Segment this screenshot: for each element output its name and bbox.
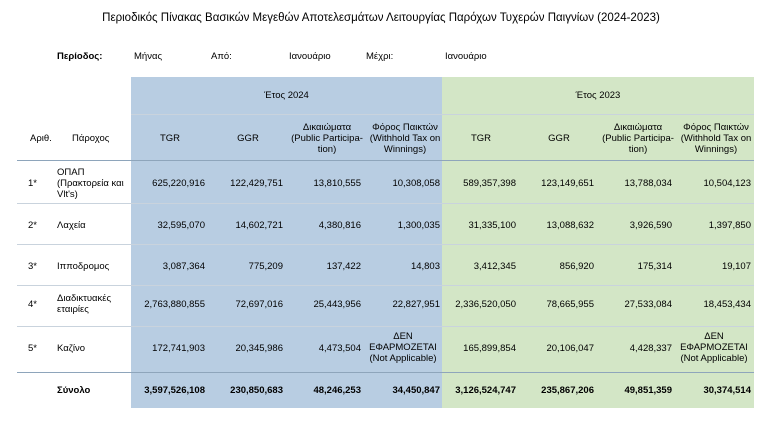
tgr-2023-cell: 3,412,345: [473, 261, 516, 272]
tgr-2024-header: TGR: [159, 133, 181, 144]
tgr-2023-cell: 31,335,100: [468, 220, 516, 231]
ggr-2024-header: GGR: [237, 133, 259, 144]
tax-2023-cell: 10,504,123: [703, 178, 751, 189]
ggr-2024-cell: 20,345,986: [235, 343, 283, 354]
rights-2024-header-line: Δικαιώματα: [302, 122, 352, 133]
tax-2023-header: [677, 122, 755, 155]
tax-2024-header-line: Φόρος Παικτών: [372, 122, 438, 133]
not-applicable-line: ΔΕΝ: [393, 331, 413, 342]
rights-2023-cell: 13,788,034: [624, 178, 672, 189]
rights-2023-cell: 3,926,590: [629, 220, 672, 231]
tgr-2024-cell: 32,595,070: [157, 220, 205, 231]
tax-2024-cell: 1,300,035: [397, 220, 440, 231]
rights-2023-header: [598, 122, 678, 155]
tax-2023-cell: 18,453,434: [703, 299, 751, 310]
row-num: 3*: [28, 261, 37, 272]
tax-2024-header: [366, 122, 444, 155]
row-divider: [17, 244, 754, 245]
tax-2023-header-line: Φόρος Παικτών: [683, 122, 749, 133]
row-provider-line: ΟΠΑΠ: [57, 167, 85, 178]
to-label: Μέχρι:: [366, 51, 394, 62]
rights-2023-cell: 175,314: [637, 261, 672, 272]
tgr-2023-cell: 589,357,398: [463, 178, 516, 189]
total-rights-2023: 49,851,359: [624, 385, 672, 396]
rights-2023-header-line: tion): [628, 144, 648, 155]
ggr-2023-cell: 78,665,955: [546, 299, 594, 310]
tgr-2024-cell: 172,741,903: [152, 343, 205, 354]
row-provider-line: Διαδικτυακές: [57, 293, 112, 304]
rights-2024-cell: 13,810,555: [313, 178, 361, 189]
report-title: Περιοδικός Πίνακας Βασικών Μεγεθών Αποτελεσμάτων Λειτουργίας Παρόχων Τυχερών Παιγνίων (2024-2023): [102, 12, 660, 24]
rights-2024-header: [287, 122, 367, 155]
rights-2023-cell: 4,428,337: [629, 343, 672, 354]
rights-2024-cell: 4,473,504: [318, 343, 361, 354]
tax-2023-cell: 1,397,850: [708, 220, 751, 231]
rights-2023-header-line: Δικαιώματα: [613, 122, 663, 133]
total-tgr-2023: 3,126,524,747: [455, 385, 516, 396]
ggr-2024-cell: 775,209: [248, 261, 283, 272]
row-provider: Λαχεία: [57, 220, 86, 231]
tax-2024-not-applicable: [359, 331, 447, 364]
row-provider: [57, 167, 124, 200]
total-ggr-2024: 230,850,683: [230, 385, 283, 396]
tgr-2023-cell: 165,899,854: [463, 343, 516, 354]
rights-2023-cell: 27,533,084: [624, 299, 672, 310]
row-num: 5*: [28, 343, 37, 354]
from-value: Ιανουάριο: [289, 51, 331, 62]
row-provider-line: εταιρίες: [57, 304, 89, 315]
provider-header: Πάροχος: [72, 133, 110, 144]
ggr-2023-cell: 123,149,651: [541, 178, 594, 189]
total-label: Σύνολο: [57, 385, 91, 396]
ggr-2023-cell: 13,088,632: [546, 220, 594, 231]
tax-2024-cell: 14,803: [410, 261, 440, 272]
rights-2023-header-line: (Public Participa-: [602, 133, 674, 144]
tax-2023-cell: 19,107: [721, 261, 751, 272]
ggr-2023-cell: 856,920: [559, 261, 594, 272]
row-provider: Ιπποδρομος: [57, 261, 110, 272]
total-tgr-2024: 3,597,526,108: [144, 385, 205, 396]
tgr-2023-header: TGR: [470, 133, 492, 144]
header-divider: [131, 114, 754, 115]
year-2024-header: Έτος 2024: [264, 90, 309, 101]
row-num: 1*: [28, 178, 37, 189]
row-provider: [57, 293, 111, 315]
total-rights-2024: 48,246,253: [313, 385, 361, 396]
ggr-2024-cell: 72,697,016: [235, 299, 283, 310]
not-applicable-line: ΕΦΑΡΜΟΖΕΤΑΙ: [369, 342, 437, 353]
row-num: 2*: [28, 220, 37, 231]
ggr-2024-cell: 122,429,751: [230, 178, 283, 189]
total-ggr-2023: 235,867,206: [541, 385, 594, 396]
row-divider: [17, 285, 754, 286]
tax-2024-cell: 22,827,951: [392, 299, 440, 310]
period-label: Περίοδος:: [57, 51, 103, 62]
ggr-2023-cell: 20,106,047: [546, 343, 594, 354]
tax-2023-header-line: (Withhold Tax on: [680, 133, 752, 144]
tgr-2024-cell: 3,087,364: [162, 261, 205, 272]
header-bottom-line: [17, 160, 754, 161]
num-header: Αριθ.: [30, 133, 52, 144]
rights-2024-cell: 4,380,816: [318, 220, 361, 231]
ggr-2023-header: GGR: [548, 133, 570, 144]
row-provider-line: Vlt's): [57, 189, 78, 200]
row-provider: Καζίνο: [57, 343, 86, 354]
tgr-2024-cell: 2,763,880,855: [144, 299, 205, 310]
total-tax-2024: 34,450,847: [392, 385, 440, 396]
not-applicable-line: (Not Applicable): [369, 353, 437, 364]
not-applicable-line: (Not Applicable): [680, 353, 748, 364]
row-divider: [17, 203, 754, 204]
row-num: 4*: [28, 299, 37, 310]
from-label: Από:: [211, 51, 232, 62]
ggr-2024-cell: 14,602,721: [235, 220, 283, 231]
rights-2024-cell: 25,443,956: [313, 299, 361, 310]
tgr-2023-cell: 2,336,520,050: [455, 299, 516, 310]
rights-2024-header-line: tion): [317, 144, 337, 155]
total-tax-2023: 30,374,514: [703, 385, 751, 396]
tax-2024-header-line: Winnings): [383, 144, 427, 155]
row-divider: [17, 326, 754, 327]
tgr-2024-cell: 625,220,916: [152, 178, 205, 189]
total-divider: [17, 372, 754, 373]
rights-2024-header-line: (Public Participa-: [291, 133, 363, 144]
row-provider-line: (Πρακτορεία και: [57, 178, 124, 189]
tax-2023-header-line: Winnings): [694, 144, 738, 155]
tax-2024-cell: 10,308,058: [392, 178, 440, 189]
rights-2024-cell: 137,422: [326, 261, 361, 272]
tax-2024-header-line: (Withhold Tax on: [369, 133, 441, 144]
to-value: Ιανουάριο: [445, 51, 487, 62]
not-applicable-line: ΕΦΑΡΜΟΖΕΤΑΙ: [680, 342, 748, 353]
year-2023-header: Έτος 2023: [575, 90, 621, 101]
period-value: Μήνας: [134, 51, 163, 62]
tax-2023-not-applicable: [670, 331, 758, 364]
not-applicable-line: ΔΕΝ: [704, 331, 724, 342]
